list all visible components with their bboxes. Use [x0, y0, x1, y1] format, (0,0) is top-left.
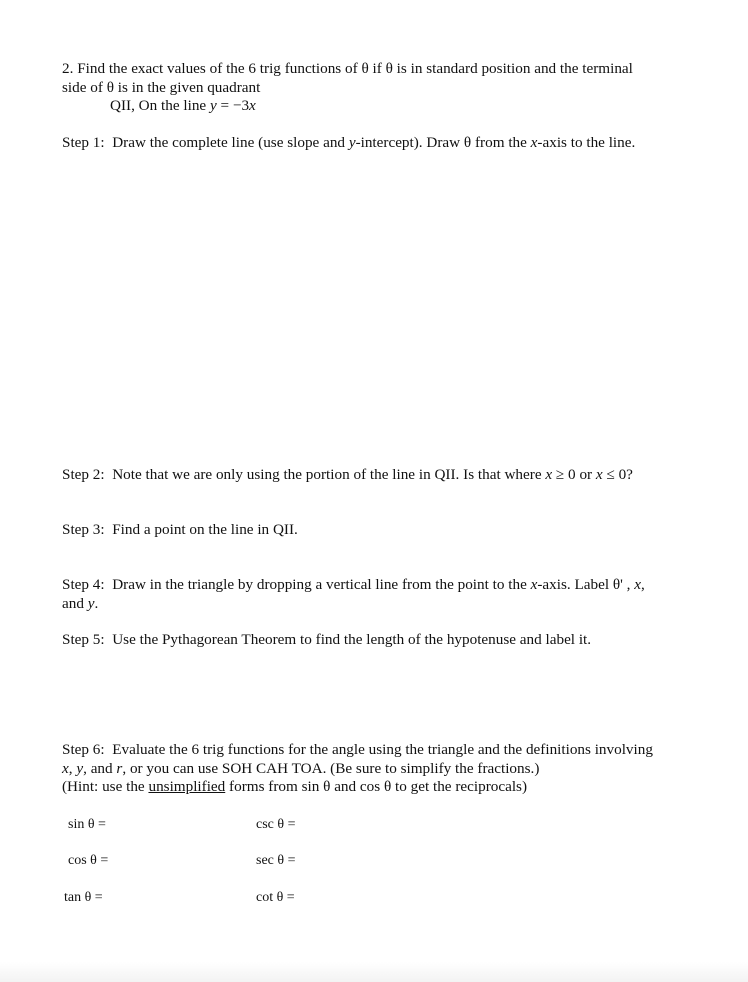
- step-4-text-f: and: [62, 595, 88, 612]
- step-6-sep-1: ,: [68, 760, 77, 777]
- step-6-sep-2: , and: [83, 760, 117, 777]
- step-4-text-b: x: [530, 576, 538, 593]
- given-y: y: [209, 97, 217, 114]
- step-4-text-c: -axis. Label θ' ,: [537, 576, 635, 593]
- step-4-text-h: .: [94, 595, 99, 612]
- step-2-text-a: Note that we are only using the portion of the line in QII. Is that where: [112, 466, 546, 483]
- step-5: [62, 631, 591, 649]
- step-3-label: Step 3:: [62, 521, 105, 538]
- step-4-line-2: [62, 595, 98, 613]
- step-3: [62, 521, 298, 539]
- step-6-line-2: [62, 760, 539, 778]
- step-1-text-d: x: [530, 134, 538, 151]
- step-2-text-e: ≤ 0?: [602, 466, 633, 483]
- step-2-text-b: x: [545, 466, 553, 483]
- step-1-label: Step 1:: [62, 134, 105, 151]
- given-eq: = −3: [216, 97, 250, 114]
- step-1-text-e: -axis to the line.: [537, 134, 636, 151]
- problem-text-1: Find the exact values of the 6 trig functions of θ if θ is in standard position and the terminal: [77, 60, 633, 77]
- step-4-text-a: Draw in the triangle by dropping a vertical line from the point to the: [112, 576, 531, 593]
- step-2-text-c: ≥ 0 or: [552, 466, 596, 483]
- step-6-y: y: [76, 760, 84, 777]
- sin-label: sin θ =: [68, 817, 106, 832]
- hint-text-b: forms from sin θ and cos θ to get the reciprocals): [225, 778, 528, 795]
- step-2-label: Step 2:: [62, 466, 105, 483]
- step-6-r: r: [116, 760, 123, 777]
- step-1: [62, 134, 635, 152]
- step-6-label: Step 6:: [62, 741, 105, 758]
- step-4-text-e: ,: [641, 576, 645, 593]
- step-1-text-b: y: [348, 134, 356, 151]
- step-1-text-a: Draw the complete line (use slope and: [112, 134, 349, 151]
- cot-label: cot θ =: [256, 890, 295, 905]
- problem-line-2: side of θ is in the given quadrant: [62, 79, 261, 96]
- tan-label: tan θ =: [64, 890, 103, 905]
- step-6-x: x: [62, 760, 69, 777]
- problem-line-1: [62, 60, 633, 78]
- problem-given: [110, 97, 256, 115]
- step-2-text-d: x: [595, 466, 603, 483]
- step-4-label: Step 4:: [62, 576, 105, 593]
- step-6-hint: [62, 778, 527, 796]
- given-prefix: QII, On the line: [110, 97, 210, 114]
- cos-label: cos θ =: [68, 853, 109, 868]
- step-4-line-1: [62, 576, 645, 594]
- step-3-text: Find a point on the line in QII.: [112, 521, 298, 538]
- hint-underlined: unsimplified: [148, 778, 226, 795]
- csc-label: csc θ =: [256, 817, 296, 832]
- step-4-text-g: y: [87, 595, 95, 612]
- page-bottom-edge: [0, 962, 748, 982]
- step-5-text: Use the Pythagorean Theorem to find the length of the hypotenuse and label it.: [112, 631, 592, 648]
- problem-number: 2.: [62, 60, 74, 77]
- step-2: [62, 466, 633, 484]
- step-6-text-b: , or you can use SOH CAH TOA. (Be sure to simplify the fractions.): [122, 760, 540, 777]
- step-6-text-a: Evaluate the 6 trig functions for the angle using the triangle and the definitions involving: [112, 741, 653, 758]
- step-4-text-d: x: [634, 576, 641, 593]
- step-6-line-1: [62, 741, 653, 759]
- given-x: x: [249, 97, 256, 114]
- step-1-text-c: -intercept). Draw θ from the: [355, 134, 531, 151]
- sec-label: sec θ =: [256, 853, 296, 868]
- hint-text-a: (Hint: use the: [62, 778, 149, 795]
- step-5-label: Step 5:: [62, 631, 105, 648]
